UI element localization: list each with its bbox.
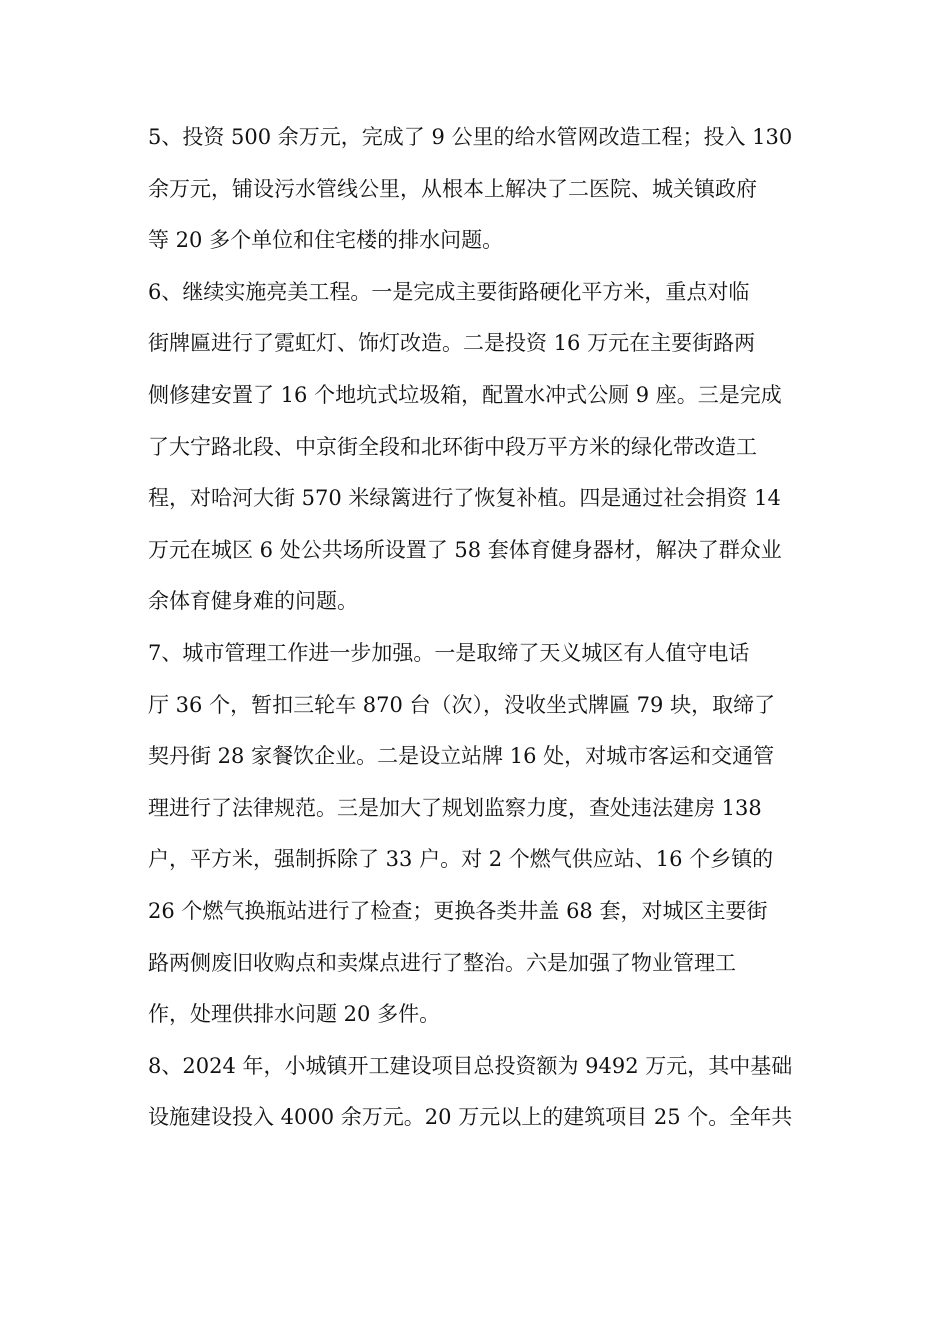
text-line: 路两侧废旧收购点和卖煤点进行了整治。六是加强了物业管理工	[148, 950, 736, 975]
text-line: 理进行了法律规范。三是加大了规划监察力度，查处违法建房 138	[148, 795, 762, 820]
text-line: 厅 36 个，暂扣三轮车 870 台（次），没收坐式牌匾 79 块，取缔了	[148, 692, 776, 717]
text-line: 6、继续实施亮美工程。一是完成主要街路硬化平方米，重点对临	[148, 279, 750, 304]
paragraph-8	[148, 1045, 808, 1148]
paragraph-6	[148, 271, 808, 632]
text-line: 5、投资 500 余万元，完成了 9 公里的给水管网改造工程；投入 130	[148, 125, 793, 149]
text-line: 作，处理供排水问题 20 多件。	[148, 1002, 441, 1027]
text-line: 设施建设投入 4000 余万元。20 万元以上的建筑项目 25 个。全年共	[148, 1105, 793, 1130]
paragraph-5	[148, 116, 808, 271]
text-line: 等 20 多个单位和住宅楼的排水问题。	[148, 228, 504, 253]
text-line: 8、2024 年，小城镇开工建设项目总投资额为 9492 万元，其中基础	[148, 1053, 793, 1078]
paragraph-7	[148, 632, 808, 1045]
text-line: 万元在城区 6 处公共场所设置了 58 套体育健身器材，解决了群众业	[148, 537, 782, 562]
text-line: 余体育健身难的问题。	[148, 589, 358, 614]
text-line: 户，平方米，强制拆除了 33 户。对 2 个燃气供应站、16 个乡镇的	[148, 847, 774, 872]
text-line: 契丹街 28 家餐饮企业。二是设立站牌 16 处，对城市客运和交通管	[148, 744, 775, 769]
text-line: 26 个燃气换瓶站进行了检查；更换各类井盖 68 套，对城区主要街	[148, 898, 768, 923]
text-line: 侧修建安置了 16 个地坑式垃圾箱，配置水冲式公厕 9 座。三是完成	[148, 382, 782, 407]
text-line: 街牌匾进行了霓虹灯、饰灯改造。二是投资 16 万元在主要街路两	[148, 331, 756, 356]
text-line: 余万元，铺设污水管线公里，从根本上解决了二医院、城关镇政府	[148, 176, 757, 201]
document-body	[148, 116, 808, 1148]
text-line: 7、城市管理工作进一步加强。一是取缔了天义城区有人值守电话	[148, 640, 750, 665]
text-line: 程，对哈河大街 570 米绿篱进行了恢复补植。四是通过社会捐资 14	[148, 486, 781, 511]
text-line: 了大宁路北段、中京街全段和北环街中段万平方米的绿化带改造工	[148, 434, 757, 459]
